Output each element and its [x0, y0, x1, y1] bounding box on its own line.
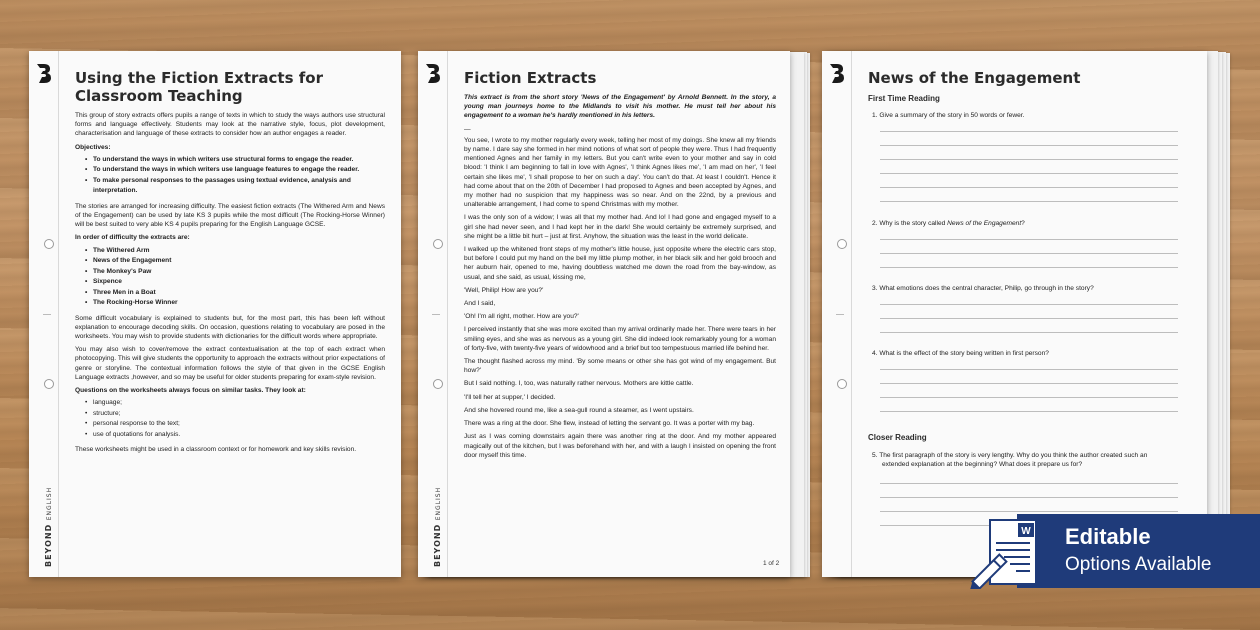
extract-paragraph: I was the only son of a widow; I was all that my mother had. And lo! I had gone and engaged myself to a girl she had never seen, and I had kept her in the dark! She would certainly be extremely surprised, and she might be a little bit hurt – just at first. Anyhow, the situation was the least in the world delicate. — [464, 214, 776, 240]
teaching-notes-body — [75, 111, 385, 458]
intro-paragraph: This group of story extracts offers pupils a range of texts in which to study the ways authors use structural forms and language effectively. Students may look at the narrative style, focus, plot development, characterisation and language of these extracts to consider how an author engages a reader. — [75, 112, 385, 138]
list-item: • Three Men in a Boat — [85, 288, 385, 299]
badge-subtitle: Options Available — [1065, 554, 1212, 575]
fold-mark — [43, 314, 51, 315]
answer-line[interactable] — [880, 397, 1178, 398]
answer-line[interactable] — [880, 267, 1178, 268]
punch-hole-icon — [44, 239, 54, 249]
answer-line[interactable] — [880, 304, 1178, 305]
fold-mark — [432, 314, 440, 315]
answer-line[interactable] — [880, 411, 1178, 412]
extract-paragraph: I walked up the whitened front steps of my mother's little house, just opposite where the electric cars stop, but before I could put my hand on the bell my little plump mother, in her black silk and her gold brooch and her auburn hair, opened to me, having doubtless watched me down the road from the bay-window, as usual, and she said, as usual, kissing me, — [464, 246, 776, 281]
extract-paragraph: There was a ring at the door. She flew, instead of letting the servant go. It was a porter with my bag. — [464, 420, 755, 428]
beyond-logo-icon — [35, 63, 53, 83]
answer-line[interactable] — [880, 145, 1178, 146]
extract-paragraph: But I said nothing. I, too, was naturally rather nervous. Mothers are kittle cattle. — [464, 380, 694, 388]
answer-line[interactable] — [880, 511, 1178, 512]
punch-hole-icon — [433, 379, 443, 389]
extract-intro: This extract is from the short story 'News of the Engagement' by Arnold Bennett. In the story, a young man journeys home to the Midlands to visit his mother. He must tell her about his engagement to a woman he's hardly mentioned in his letters. — [464, 94, 776, 120]
list-item: • To understand the ways in which writers use language features to engage the reader. — [85, 165, 385, 176]
badge-title: Editable — [1065, 524, 1151, 549]
answer-line[interactable] — [880, 332, 1178, 333]
list-item: • personal response to the text; — [85, 419, 385, 430]
list-item: • Sixpence — [85, 277, 385, 288]
answer-line[interactable] — [880, 173, 1178, 174]
punch-hole-icon — [837, 379, 847, 389]
word-document-pencil-icon — [970, 517, 1050, 589]
order-heading: In order of difficulty the extracts are: — [75, 234, 190, 242]
list-item: • News of the Engagement — [85, 256, 385, 267]
list-item: • To make personal responses to the passages using textual evidence, analysis and interpretation. — [85, 176, 385, 197]
list-item: • use of quotations for analysis. — [85, 430, 385, 441]
extracts-list — [85, 246, 385, 309]
extract-paragraph: And she hovered round me, like a sea-gull round a steamer, as I went upstairs. — [464, 406, 694, 414]
editable-options-badge[interactable] — [1017, 514, 1260, 588]
brand-strip — [822, 51, 852, 577]
brand-strip — [29, 51, 59, 577]
extract-paragraph: 'I'll tell her at supper,' I decided. — [464, 393, 556, 401]
question-1: 1. Give a summary of the story in 50 words or fewer. — [872, 112, 1025, 119]
section-heading: Closer Reading — [868, 433, 927, 442]
extract-paragraph: And I said, — [464, 300, 496, 308]
vertical-brand: BEYOND ENGLISH — [433, 486, 442, 567]
extract-paragraph: The thought flashed across my mind. 'By some means or other she has got wind of my engagement. But how?' — [464, 358, 776, 375]
list-item: • language; — [85, 398, 385, 409]
answer-line[interactable] — [880, 253, 1178, 254]
answer-line[interactable] — [880, 159, 1178, 160]
worksheet-teaching-notes — [29, 51, 401, 577]
list-item: • structure; — [85, 409, 385, 420]
list-item: • The Withered Arm — [85, 246, 385, 257]
context-paragraph: You may also wish to cover/remove the extract contextualisation at the top of each extract when photocopying. This will give students the opportunity to approach the extracts without prior expectations of genre or storyline. The contextual information follows the style of that given in the GCSE English Language extracts ,however, and so may be useful for older students preparing for exam-style revision. — [75, 346, 385, 381]
focus-list — [85, 398, 385, 440]
objectives-heading: Objectives: — [75, 143, 111, 151]
answer-line[interactable] — [880, 497, 1178, 498]
question-5: 5. The first paragraph of the story is very lengthy. Why do you think the author created such an extended explanation at the beginning? What does it prepare us for? — [872, 452, 1148, 468]
page-title: Using the Fiction Extracts for Classroom Teaching — [75, 69, 323, 105]
page-title: Fiction Extracts — [464, 69, 597, 87]
page-title: News of the Engagement — [868, 69, 1081, 87]
svg-text:W: W — [1021, 526, 1031, 537]
answer-line[interactable] — [880, 483, 1178, 484]
question-2: 2. Why is the story called News of the Engagement? — [872, 220, 1025, 227]
vertical-brand: BEYOND ENGLISH — [44, 486, 53, 567]
extract-paragraph: I perceived instantly that she was more excited than my arrival ordinarily made her. There were tears in her smiling eyes, and she was as nervous as a young girl. She did indeed look remarkably young for a woman of forty-five, with twenty-five years of widowhood and a brief but too tempestuous married life behind her. — [464, 326, 776, 352]
list-item: • The Monkey's Paw — [85, 267, 385, 278]
extract-paragraph: Just as I was coming downstairs again there was another ring at the door. And my mother appeared magically out of the kitchen, but I was beforehand with her, and with a laugh I insisted on opening the front door myself this time. — [464, 433, 776, 459]
questions-heading: Questions on the worksheets always focus on similar tasks. They look at: — [75, 387, 306, 395]
fold-mark — [836, 314, 844, 315]
vocabulary-paragraph: Some difficult vocabulary is explained to students but, for the most part, this has been left without explanation to encourage decoding skills. On occasion, questions relating to vocabulary are posed in the worksheets. You may wish to provide students with dictionaries for the difficult words where appropriate. — [75, 314, 385, 341]
worksheet-fiction-extract — [418, 51, 790, 577]
beyond-logo-icon — [828, 63, 846, 83]
answer-line[interactable] — [880, 383, 1178, 384]
separator: — — [464, 125, 471, 133]
closing-paragraph: These worksheets might be used in a classroom context or for homework and key skills revision. — [75, 446, 357, 454]
answer-line[interactable] — [880, 131, 1178, 132]
extract-paragraph: You see, I wrote to my mother regularly every week, telling her most of my doings. She knew all my friends by name. I dare say she formed in her mind notions of what sort of people they were. Thus I had frequently mentioned Agnes and her family in my letters. But you can't write even to your mother and say in cold blood: 'I think I am beginning to fall in love with Agnes', 'I think Agnes likes me', 'I am mad on her', 'I feel certain she likes me', 'I shall propose to her on such a day'. You can't do that. At least I couldn't. Hence it had come about that on the 20th of December I had proposed to Agnes and been accepted by Agnes, and my mother had no suspicion that my happiness was so near. And on the 22nd, by a previous and unalterable arrangement, I had come to spend Christmas with my mother. — [464, 136, 776, 209]
answer-line[interactable] — [880, 369, 1178, 370]
brand-strip — [418, 51, 448, 577]
extract-body — [464, 93, 776, 464]
answer-line[interactable] — [880, 201, 1178, 202]
extract-paragraph: 'Well, Philip! How are you?' — [464, 286, 544, 294]
section-heading: First Time Reading — [868, 94, 940, 103]
question-3: 3. What emotions does the central character, Philip, go through in the story? — [872, 285, 1094, 292]
list-item: • The Rocking-Horse Winner — [85, 298, 385, 309]
objectives-list — [85, 155, 385, 197]
worksheet-questions — [822, 51, 1207, 577]
extract-paragraph: 'Oh! I'm all right, mother. How are you?' — [464, 313, 579, 321]
answer-line[interactable] — [880, 239, 1178, 240]
punch-hole-icon — [837, 239, 847, 249]
difficulty-paragraph: The stories are arranged for increasing difficulty. The easiest fiction extracts (The Withered Arm and News of the Engagement) can be used by late KS 3 pupils while the most difficult (The Rocking-Horse Winner) will be best suited to very able KS 4 pupils preparing for the English Language GCSE. — [75, 202, 385, 229]
list-item: • To understand the ways in which writers use structural forms to engage the reader. — [85, 155, 385, 166]
page-number: 1 of 2 — [763, 560, 780, 567]
answer-line[interactable] — [880, 187, 1178, 188]
beyond-logo-icon — [424, 63, 442, 83]
punch-hole-icon — [44, 379, 54, 389]
question-4: 4. What is the effect of the story being written in first person? — [872, 350, 1049, 357]
answer-line[interactable] — [880, 318, 1178, 319]
punch-hole-icon — [433, 239, 443, 249]
